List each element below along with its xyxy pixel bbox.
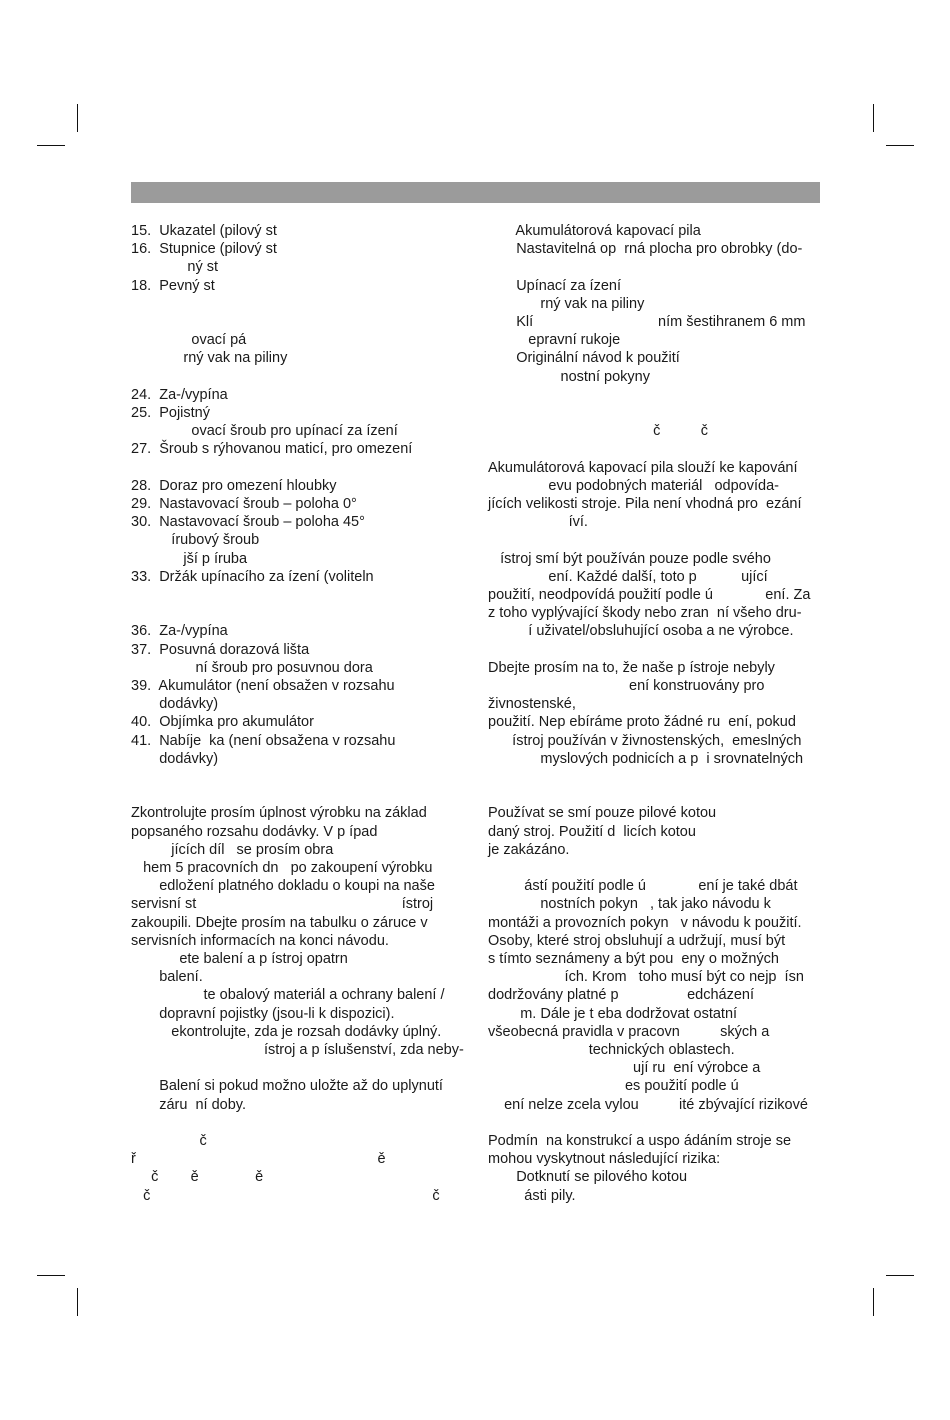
left-column-line: 28. Doraz pro omezení hloubky bbox=[131, 477, 337, 494]
left-column-line: dodávky) bbox=[131, 750, 219, 767]
left-column-line: servisních informacích na konci návodu. bbox=[131, 932, 389, 949]
left-column-line: ný st bbox=[131, 259, 219, 276]
right-column-line: ení. Každé další, toto p ující bbox=[488, 568, 768, 585]
left-column-line: ovací pá bbox=[131, 332, 247, 349]
left-column-line: 15. Ukazatel (pilový st bbox=[131, 223, 277, 239]
left-column-line: 25. Pojistný bbox=[131, 405, 210, 421]
left-column-line: jících díl se prosím obra bbox=[131, 841, 334, 858]
right-column-line: rný vak na piliny bbox=[488, 295, 645, 312]
right-column-line: Osoby, které stroj obsluhují a udržují, musí být bbox=[488, 932, 786, 949]
right-column-line: jících velikosti stroje. Pila není vhodná pro ezání bbox=[488, 496, 802, 512]
left-column-line: te obalový materiál a ochrany balení / bbox=[131, 987, 445, 1004]
left-column-line: balení. bbox=[131, 969, 203, 986]
right-column-line: montáži a provozních pokyn v návodu k použití. bbox=[488, 914, 802, 931]
left-column-line: rný vak na piliny bbox=[131, 350, 288, 367]
right-column-line: ení konstruovány pro bbox=[488, 678, 765, 694]
right-column-line: Nastavitelná op rná plocha pro obrobky (do- bbox=[488, 241, 803, 258]
right-column-line: s tímto seznámeny a být pou eny o možných bbox=[488, 951, 779, 967]
left-column-line: popsaného rozsahu dodávky. V p ípad bbox=[131, 823, 378, 840]
right-column-line: ástí použití podle ú ení je také dbát bbox=[488, 878, 798, 895]
right-column-line: ích. Krom toho musí být co nejp ísn bbox=[488, 969, 804, 986]
right-column-line: živnostenské, bbox=[488, 696, 576, 713]
right-column-line: technických oblastech. bbox=[488, 1042, 735, 1058]
crop-mark-bottom-right-horizontal bbox=[886, 1275, 914, 1276]
right-column-line: použití, neodpovídá použití podle ú ení. Za bbox=[488, 587, 811, 603]
right-column-line: evu podobných materiál odpovída- bbox=[488, 477, 779, 494]
left-column-line: 39. Akumulátor (není obsažen v rozsahu bbox=[131, 678, 395, 694]
right-column-line: Dbejte prosím na to, že naše p ístroje nebyly bbox=[488, 659, 775, 676]
right-column-line: nostních pokyn , tak jako návodu k bbox=[488, 896, 771, 913]
left-column-line: dodávky) bbox=[131, 696, 219, 713]
right-column-line: Dotknutí se pilového kotou bbox=[488, 1169, 688, 1186]
right-column-line: Originální návod k použití bbox=[488, 350, 680, 367]
left-column-line: írubový šroub bbox=[131, 532, 260, 549]
right-column-line: č č bbox=[488, 423, 708, 440]
left-column-line: ní šroub pro posuvnou dora bbox=[131, 659, 373, 676]
right-column-line: Klí ním šestihranem 6 mm bbox=[488, 314, 806, 330]
right-column-line: íví. bbox=[488, 514, 588, 531]
left-column-line: ete balení a p ístroj opatrn bbox=[131, 951, 348, 967]
right-column-line: Akumulátorová kapovací pila bbox=[488, 223, 701, 239]
left-column-line: ovací šroub pro upínací za ízení bbox=[131, 423, 398, 440]
left-column-line: hem 5 pracovních dn po zakoupení výrobku bbox=[131, 860, 433, 876]
right-column-line: Upínací za ízení bbox=[488, 277, 621, 294]
right-column-line: ení nelze zcela vylou ité zbývající rizikové bbox=[488, 1096, 808, 1113]
right-column-line: dodržovány platné p edcházení bbox=[488, 987, 754, 1004]
right-column-line: ásti pily. bbox=[488, 1187, 576, 1204]
left-column-line: ekontrolujte, zda je rozsah dodávky úplný. bbox=[131, 1023, 442, 1040]
left-column-line: zakoupili. Dbejte prosím na tabulku o záruce v bbox=[131, 914, 428, 931]
left-column-line: 33. Držák upínacího za ízení (voliteln bbox=[131, 568, 374, 585]
right-column-line: daný stroj. Použití d licích kotou bbox=[488, 823, 696, 840]
right-column-line: mohou vyskytnout následující rizika: bbox=[488, 1151, 721, 1168]
right-column-line: Podmín na konstrukcí a uspo ádáním stroje se bbox=[488, 1133, 792, 1149]
right-column-line: ují ru ení výrobce a bbox=[488, 1060, 761, 1077]
right-column-line: všeobecná pravidla v pracovn ských a bbox=[488, 1023, 770, 1040]
left-column-line: jší p íruba bbox=[131, 550, 248, 567]
left-column-line: 27. Šroub s rýhovanou maticí, pro omezení bbox=[131, 441, 413, 458]
crop-mark-top-left-vertical bbox=[77, 104, 78, 132]
left-column-line: 41. Nabíje ka (není obsažena v rozsahu bbox=[131, 732, 396, 749]
crop-mark-top-right-vertical bbox=[873, 104, 874, 132]
left-column-line: 18. Pevný st bbox=[131, 277, 215, 294]
left-column-line: ístroj a p íslušenství, zda neby- bbox=[131, 1042, 464, 1058]
crop-mark-top-left-horizontal bbox=[37, 145, 65, 146]
right-column-line: myslových podnicích a p i srovnatelných bbox=[488, 750, 804, 767]
crop-mark-bottom-right-vertical bbox=[873, 1288, 874, 1316]
left-column-line: 24. Za-/vypína bbox=[131, 386, 228, 403]
crop-mark-bottom-left-horizontal bbox=[37, 1275, 65, 1276]
right-column-line: epravní rukoje bbox=[488, 332, 621, 349]
left-column-line: č bbox=[131, 1133, 207, 1149]
right-column-line: m. Dále je t eba dodržovat ostatní bbox=[488, 1005, 738, 1022]
left-column-line: č ě ě bbox=[131, 1169, 264, 1186]
left-column-line: 40. Objímka pro akumulátor bbox=[131, 714, 314, 731]
left-column-line: 30. Nastavovací šroub – poloha 45° bbox=[131, 514, 365, 531]
right-column-line: es použití podle ú bbox=[488, 1078, 739, 1095]
left-column-line: 29. Nastavovací šroub – poloha 0° bbox=[131, 496, 357, 512]
left-column-line: Zkontrolujte prosím úplnost výrobku na základ bbox=[131, 805, 427, 822]
left-column-line: servisní st ístroj bbox=[131, 896, 434, 913]
right-column-line: je zakázáno. bbox=[488, 841, 570, 858]
left-column-line: 36. Za-/vypína bbox=[131, 623, 228, 640]
right-column-line: Používat se smí pouze pilové kotou bbox=[488, 805, 717, 822]
right-column-line: z toho vyplývající škody nebo zran ní všeho dru- bbox=[488, 605, 802, 622]
left-column-line: 37. Posuvná dorazová lišta bbox=[131, 641, 310, 658]
header-bar bbox=[131, 182, 820, 203]
left-column-line: záru ní doby. bbox=[131, 1096, 246, 1113]
crop-mark-bottom-left-vertical bbox=[77, 1288, 78, 1316]
right-column-line: Akumulátorová kapovací pila slouží ke kapování bbox=[488, 459, 798, 476]
left-column-line: edložení platného dokladu o koupi na naše bbox=[131, 878, 435, 895]
right-column-line: nostní pokyny bbox=[488, 368, 650, 385]
right-column-line: použití. Nep ebíráme proto žádné ru ení, pokud bbox=[488, 714, 796, 731]
crop-mark-top-right-horizontal bbox=[886, 145, 914, 146]
left-column-line: dopravní pojistky (jsou-li k dispozici). bbox=[131, 1005, 395, 1022]
left-column-line: Balení si pokud možno uložte až do uplynutí bbox=[131, 1078, 443, 1095]
left-column-line: č č bbox=[131, 1187, 440, 1204]
right-column-line: í uživatel/obsluhující osoba a ne výrobce. bbox=[488, 623, 794, 640]
right-column-line: ístroj smí být používán pouze podle svého bbox=[488, 550, 771, 567]
right-column-line: ístroj používán v živnostenských, emeslných bbox=[488, 732, 802, 749]
left-column-line: 16. Stupnice (pilový st bbox=[131, 241, 277, 258]
left-column-line: ř ě bbox=[131, 1151, 386, 1168]
